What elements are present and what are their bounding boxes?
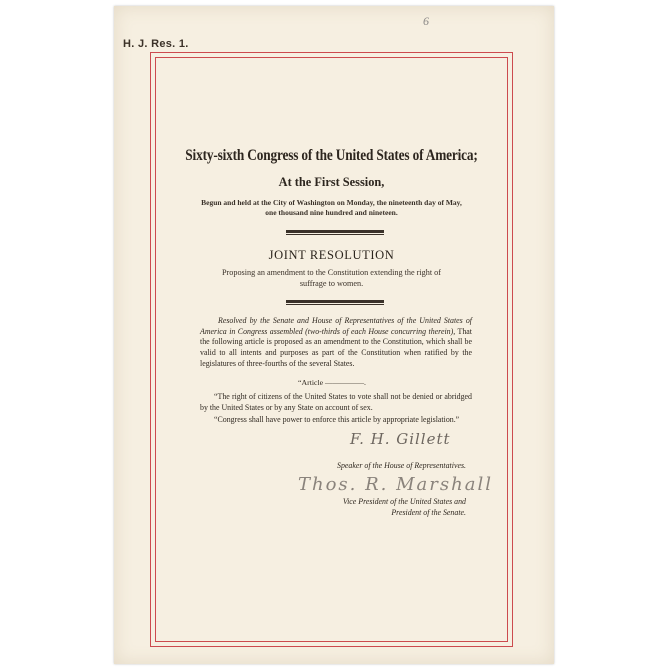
speaker-title: Speaker of the House of Representatives.: [337, 461, 466, 470]
resolved-rest: That the following article is proposed as an amendment to the Constitution, which shall be valid to all intents and purposes as part of the Constitution when ratified by the legislatures of three-fourths of the several States.: [200, 326, 472, 368]
resolution-purpose: [160, 267, 503, 289]
resolved-intro: Resolved by the Senate and House of Representatives of the United States of America in Congress assembled (two-thirds of each House concurring therein),: [200, 316, 472, 336]
vp-title-line-2: President of the Senate.: [391, 507, 466, 517]
section-1-text: “The right of citizens of the United States to vote shall not be denied or abridged by the United States or by any State on account of sex.: [200, 392, 472, 412]
session-heading: At the First Session,: [278, 174, 385, 189]
section-1-paragraph: [200, 392, 472, 413]
purpose-text: Proposing an amendment to the Constitution extending the right of suffrage to women.: [222, 268, 441, 288]
divider-rule: [286, 230, 384, 233]
article-label: “Article —————.: [298, 378, 366, 387]
section-2-paragraph: [200, 415, 472, 426]
vice-president-signature: Thos. R. Marshall: [298, 474, 493, 495]
speaker-signature: F. H. Gillett: [350, 430, 451, 448]
resolution-reference: H. J. Res. 1.: [123, 38, 189, 50]
resolution-title: JOINT RESOLUTION: [268, 248, 395, 262]
begun-line-2: one thousand nine hundred and nineteen.: [265, 207, 398, 217]
begun-statement: [160, 198, 503, 217]
vp-title-line-1: Vice President of the United States and: [342, 497, 466, 506]
section-2-text: “Congress shall have power to enforce this article by appropriate legislation.”: [214, 415, 460, 424]
divider-rule: [286, 300, 384, 303]
pencil-mark: 6: [423, 14, 429, 28]
resolved-paragraph: [200, 316, 472, 370]
congress-heading: Sixty-sixth Congress of the United States of America;: [185, 147, 478, 164]
vice-president-title: [290, 497, 466, 519]
begun-line-1: Begun and held at the City of Washington on Monday, the nineteenth day of May,: [201, 198, 462, 207]
